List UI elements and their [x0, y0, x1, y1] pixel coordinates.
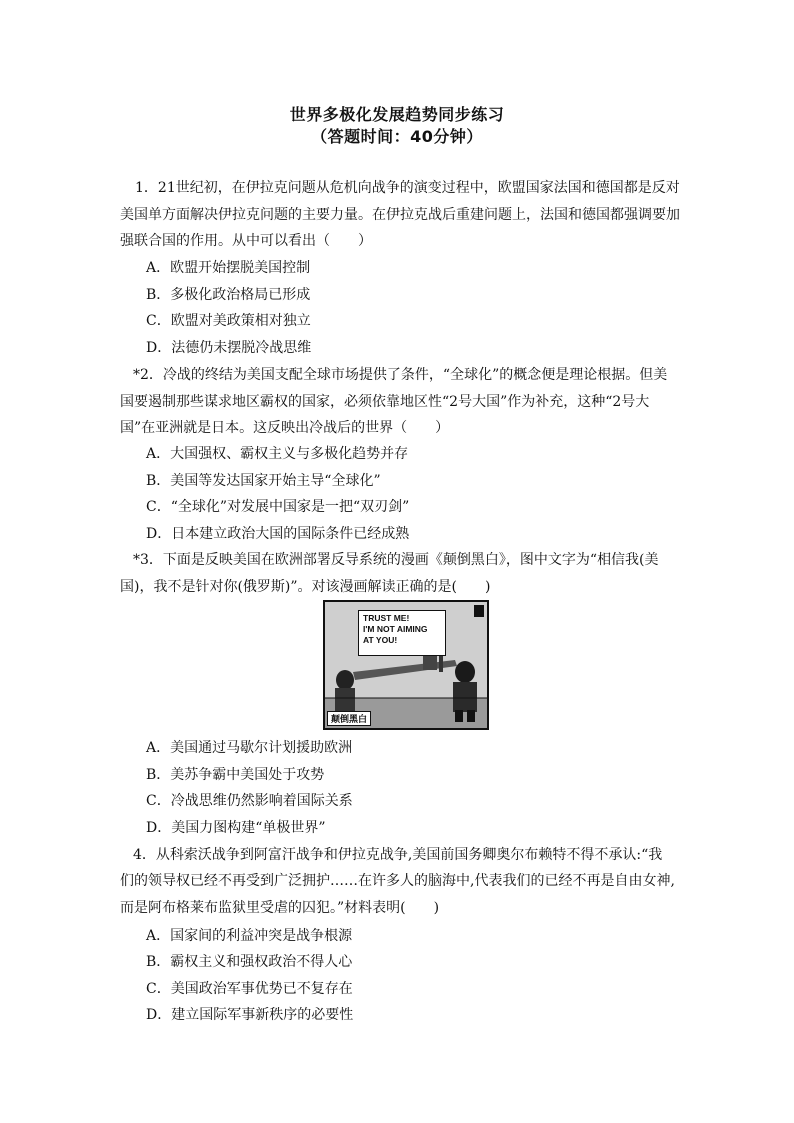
- speech-bubble: [358, 610, 446, 656]
- speech-line-3: AT YOU!: [363, 635, 398, 645]
- question-1-option-a: A．欧盟开始摆脱美国控制: [146, 260, 311, 276]
- question-4-line-1: 4．从科索沃战争到阿富汗战争和伊拉克战争,美国前国务卿奥尔布赖特不得不承认:“我: [133, 847, 663, 863]
- question-4-option-d: D．建立国际军事新秩序的必要性: [146, 1007, 354, 1023]
- question-4-line-2: 们的领导权已经不再受到广泛拥护……在许多人的脑海中,代表我们的已经不再是自由女神,: [120, 873, 675, 889]
- question-1-line-1: 1．21世纪初，在伊拉克问题从危机向战争的演变过程中，欧盟国家法国和德国都是反对: [135, 180, 680, 196]
- publisher-mark-icon: [474, 605, 484, 617]
- question-1-line-2: 美国单方面解决伊拉克问题的主要力量。在伊拉克战后重建问题上，法国和德国都强调要加: [120, 207, 680, 223]
- question-2-line-1: *2．冷战的终结为美国支配全球市场提供了条件，“全球化”的概念便是理论根据。但美: [133, 367, 668, 383]
- question-2-option-c: C．“全球化”对发展中国家是一把“双刃剑”: [146, 499, 410, 515]
- cartoon-caption: 颠倒黑白: [327, 711, 371, 726]
- question-2-line-2: 国要遏制那些谋求地区霸权的国家，必须依靠地区性“2号大国”作为补充，这种“2号大: [120, 394, 650, 410]
- question-2-option-d: D．日本建立政治大国的国际条件已经成熟: [146, 526, 410, 542]
- question-3-option-d: D．美国力图构建“单极世界”: [146, 820, 326, 836]
- question-1-option-b: B．多极化政治格局已形成: [146, 287, 311, 303]
- question-3-line-2: 国)，我不是针对你(俄罗斯)”。对该漫画解读正确的是( ): [120, 579, 491, 595]
- speech-line-2: I'M NOT AIMING: [363, 624, 428, 634]
- question-1-line-3: 强联合国的作用。从中可以看出（ ）: [120, 233, 372, 249]
- cartoon-image: [323, 600, 489, 730]
- question-2-option-b: B．美国等发达国家开始主导“全球化”: [146, 473, 381, 489]
- question-4-line-3: 而是阿布格莱布监狱里受虐的囚犯。”材料表明( ): [120, 900, 440, 916]
- question-2-line-3: 国”在亚洲就是日本。这反映出冷战后的世界（ ）: [120, 420, 450, 436]
- page-title: 世界多极化发展趋势同步练习: [289, 105, 505, 124]
- speech-line-1: TRUST ME!: [363, 613, 410, 623]
- question-3-option-a: A．美国通过马歇尔计划援助欧洲: [146, 740, 353, 756]
- question-4-option-b: B．霸权主义和强权政治不得人心: [146, 954, 353, 970]
- question-3-line-1: *3．下面是反映美国在欧洲部署反导系统的漫画《颠倒黑白》，图中文字为“相信我(美: [133, 552, 659, 568]
- question-1-option-d: D．法德仍未摆脱冷战思维: [146, 340, 312, 356]
- question-4-option-a: A．国家间的利益冲突是战争根源: [146, 928, 353, 944]
- question-4-option-c: C．美国政治军事优势已不复存在: [146, 981, 353, 997]
- page-subtitle: （答题时间：40分钟）: [311, 127, 483, 146]
- question-2-option-a: A．大国强权、霸权主义与多极化趋势并存: [146, 446, 409, 462]
- question-3-option-b: B．美苏争霸中美国处于攻势: [146, 767, 325, 783]
- question-1-option-c: C．欧盟对美政策相对独立: [146, 313, 311, 329]
- question-3-option-c: C．冷战思维仍然影响着国际关系: [146, 793, 353, 809]
